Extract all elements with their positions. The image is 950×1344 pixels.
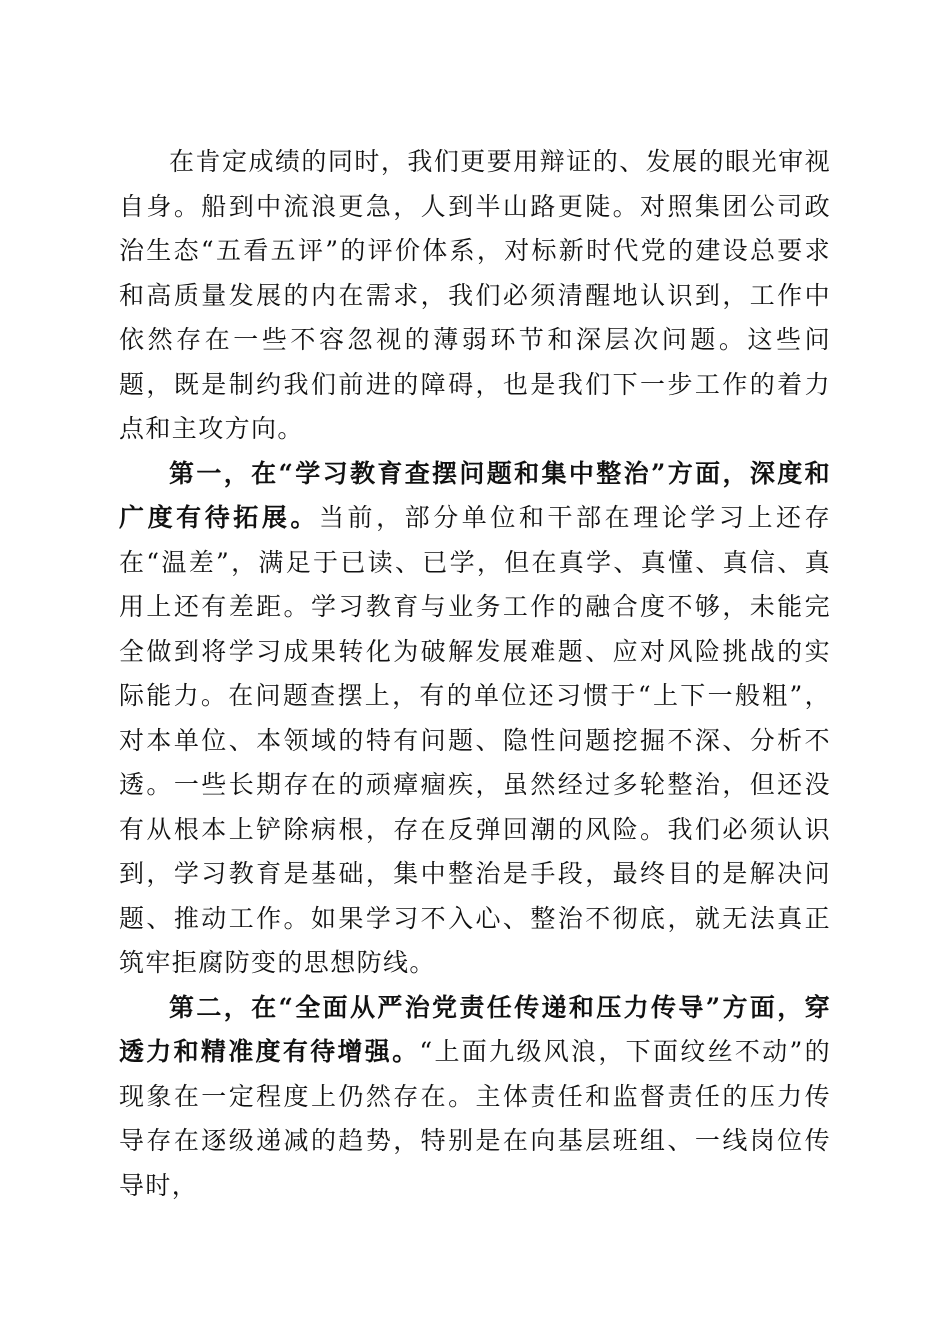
document-body [119,140,831,1208]
paragraph-point-one-heading: 第一，在“学习教育查摆问题和集中整治”方面，深度和广度有待拓展。 [119,458,831,532]
paragraph-point-one [119,452,831,986]
paragraph-point-two-text: “上面九级风浪，下面纹丝不动”的现象在一定程度上仍然存在。主体责任和监督责任的压力传导存在逐级递减的趋势，特别是在向基层班组、一线岗位传导时， [119,1037,831,1200]
paragraph-intro-text: 在肯定成绩的同时，我们更要用辩证的、发展的眼光审视自身。船到中流浪更急，人到半山路更陡。对照集团公司政治生态“五看五评”的评价体系，对标新时代党的建设总要求和高质量发展的内在需求，我们必须清醒地认识到，工作中依然存在一些不容忽视的薄弱环节和深层次问题。这些问题，既是制约我们前进的障碍，也是我们下一步工作的着力点和主攻方向。 [119,147,831,443]
paragraph-point-two-heading: 第二，在“全面从严治党责任传递和压力传导”方面，穿透力和精准度有待增强。 [119,992,831,1066]
paragraph-point-two [119,986,831,1209]
paragraph-intro [119,140,831,452]
paragraph-point-one-text: 当前，部分单位和干部在理论学习上还存在“温差”，满足于已读、已学，但在真学、真懂、真信、真用上还有差距。学习教育与业务工作的融合度不够，未能完全做到将学习成果转化为破解发展难题、应对风险挑战的实际能力。在问题查摆上，有的单位还习惯于“上下一般粗”，对本单位、本领域的特有问题、隐性问题挖掘不深、分析不透。一些长期存在的顽瘴痼疾，虽然经过多轮整治，但还没有从根本上铲除病根，存在反弹回潮的风险。我们必须认识到，学习教育是基础，集中整治是手段，最终目的是解决问题、推动工作。如果学习不入心、整治不彻底，就无法真正筑牢拒腐防变的思想防线。 [119,503,831,977]
